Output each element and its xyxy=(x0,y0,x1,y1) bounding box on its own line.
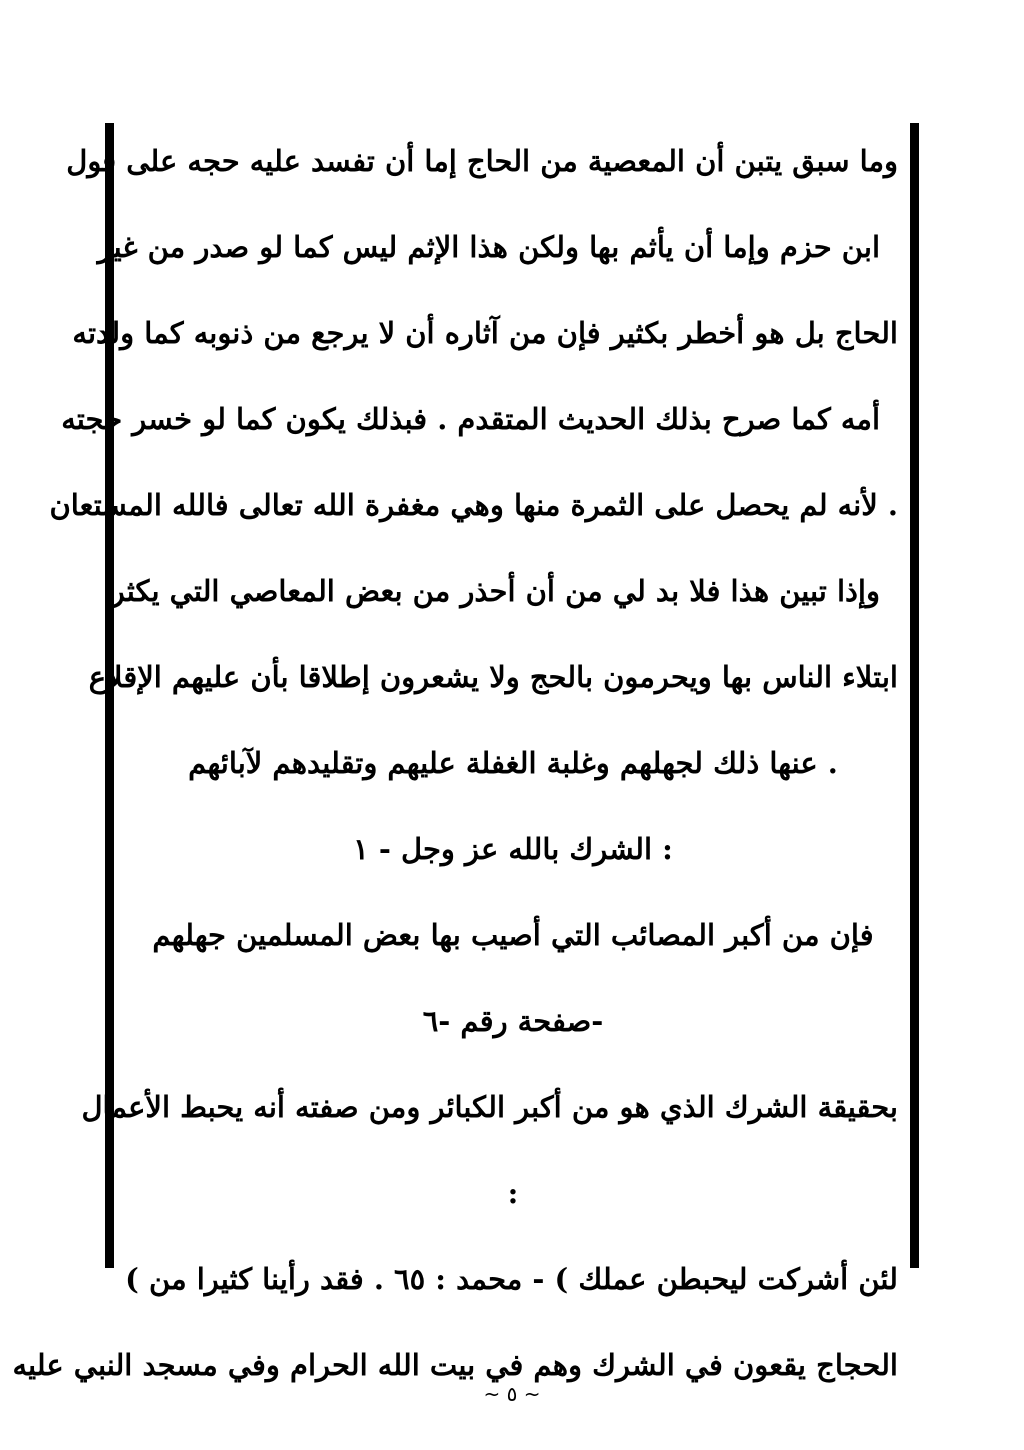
text-line-15: الحجاج يقعون في الشرك وهم في بيت الله الحرام وفي مسجد النبي عليه xyxy=(12,1348,898,1382)
text-line-7: ابتلاء الناس بها ويحرمون بالحج ولا يشعرون إطلاقا بأن عليهم الإقلاع xyxy=(88,660,898,694)
text-line-13: : xyxy=(507,1176,519,1210)
text-line-10: فإن من أكبر المصائب التي أصيب بها بعض المسلمين جهلهم xyxy=(152,918,874,952)
quran-citation-line: لئن أشركت ليحبطن عملك ) - محمد : ٦٥ . فقد رأينا كثيرا من ) xyxy=(125,1262,898,1296)
text-line-8: . عنها ذلك لجهلهم وغلبة الغفلة عليهم وتقليدهم لآبائهم xyxy=(188,746,838,780)
body-text xyxy=(12,130,898,1420)
text-line-6: وإذا تبين هذا فلا بد لي من أن أحذر من بعض المعاصي التي يكثر xyxy=(110,574,880,608)
page-number: ~ ٥ ~ xyxy=(483,1382,541,1406)
text-line-5: . لأنه لم يحصل على الثمرة منها وهي مغفرة الله تعالى فالله المستعان xyxy=(49,488,898,522)
text-line-12: بحقيقة الشرك الذي هو من أكبر الكبائر ومن صفته أنه يحبط الأعمال xyxy=(81,1090,898,1124)
text-line-3: الحاج بل هو أخطر بكثير فإن من آثاره أن لا يرجع من ذنوبه كما ولدته xyxy=(72,316,898,350)
right-border-bar xyxy=(910,123,919,1268)
text-line-2: ابن حزم وإما أن يأثم بها ولكن هذا الإثم ليس كما لو صدر من غير xyxy=(97,230,880,264)
text-line-4: أمه كما صرح بذلك الحديث المتقدم . فبذلك يكون كما لو خسر حجته xyxy=(61,402,880,436)
page-marker: -صفحة رقم -٦ xyxy=(422,1004,604,1038)
section-heading: : الشرك بالله عز وجل - ١ xyxy=(353,832,673,866)
text-line-1: وما سبق يتبن أن المعصية من الحاج إما أن تفسد عليه حجه على قول xyxy=(66,144,898,178)
